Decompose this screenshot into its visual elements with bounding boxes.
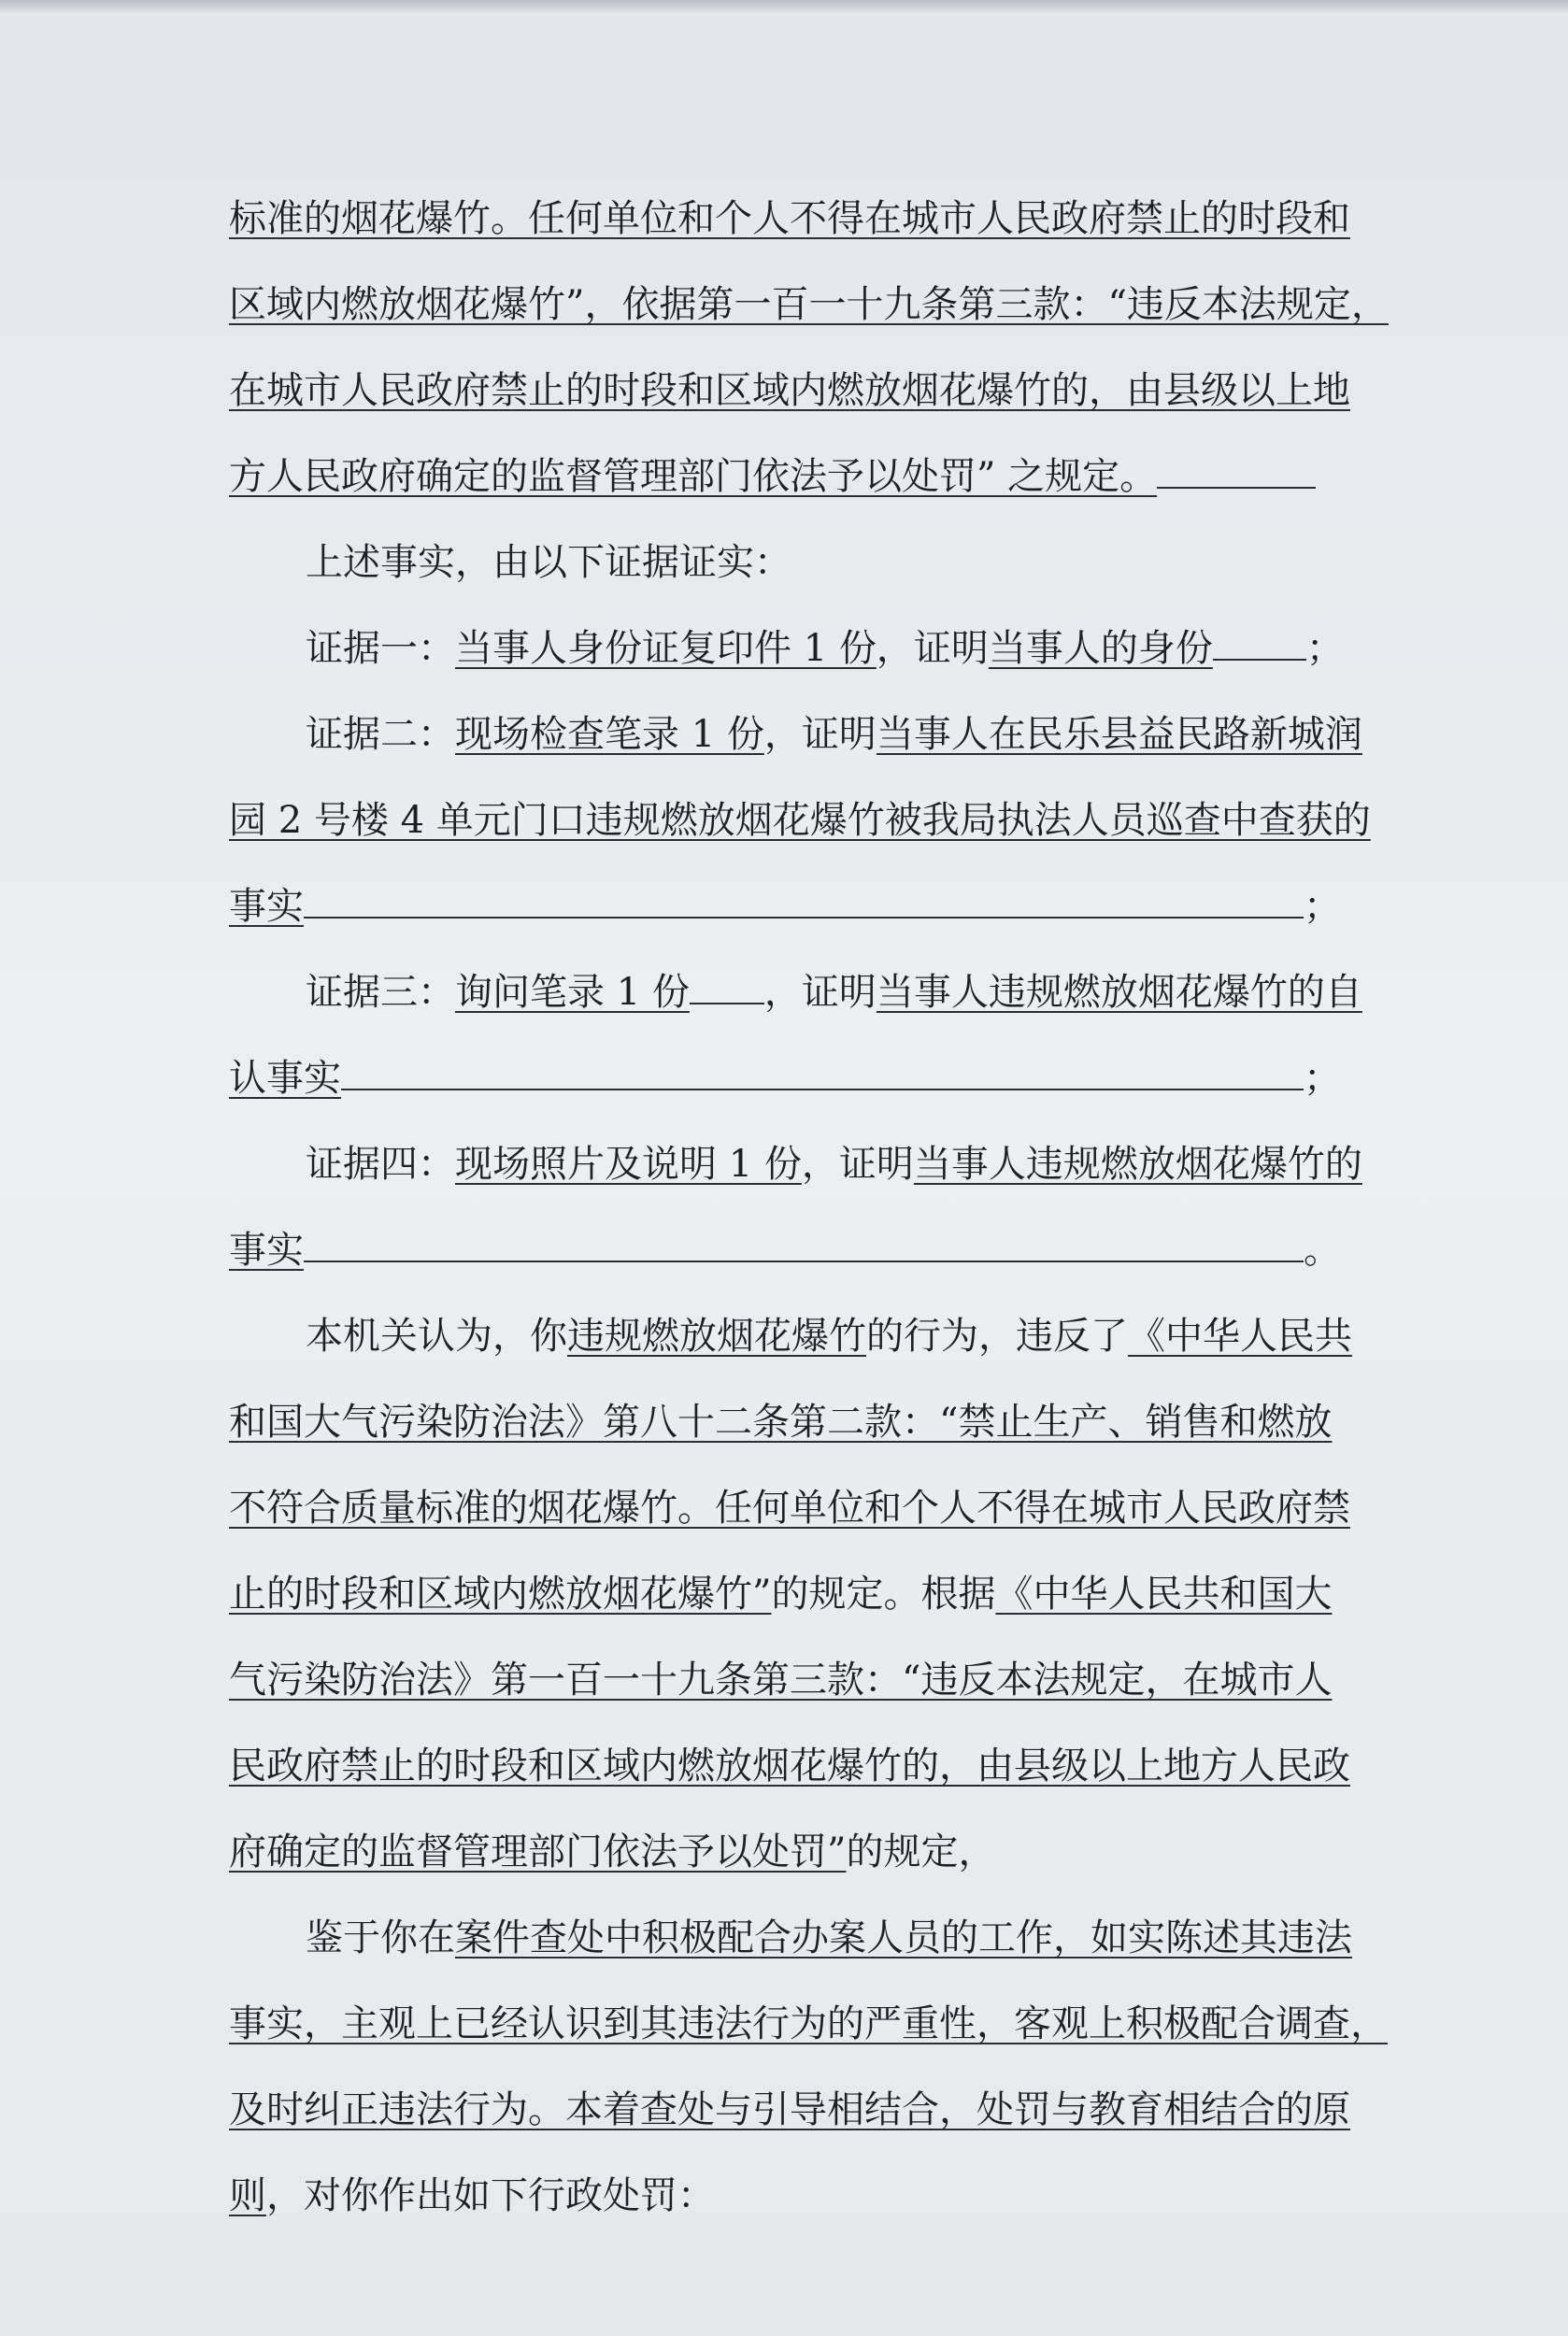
body-line (229, 449, 1341, 504)
evidence-four (229, 1137, 1362, 1191)
body-line (229, 1739, 1350, 1793)
body-line (229, 1309, 1352, 1363)
proves-label: ，证明 (763, 713, 877, 756)
body-line (229, 2083, 1350, 2137)
underlined-text: 气污染防治法》第一百一十九条第三款：“违反本法规定，在城市人 (229, 1659, 1333, 1702)
evidence-fact: 事实 (229, 885, 304, 928)
evidence-label: 证据三： (306, 971, 455, 1014)
blank-fill-line (690, 993, 764, 1004)
body-line (229, 2169, 1341, 2223)
evidence-three (229, 965, 1362, 1019)
punctuation: ； (1304, 1057, 1341, 1100)
body-line (229, 1997, 1388, 2051)
evidence-fact: 当事人违规燃放烟花爆竹的自 (876, 971, 1362, 1014)
underlined-text: 违规燃放烟花爆竹 (567, 1315, 866, 1358)
body-line (229, 1653, 1341, 1707)
evidence-two (229, 707, 1362, 762)
proves-label: ，证明 (801, 1143, 914, 1186)
body-line (229, 879, 1341, 933)
underlined-text: 在城市人民政府禁止的时段和区域内燃放烟花爆竹的，由县级以上地 (229, 369, 1350, 412)
evidence-intro: 上述事实，由以下证据证实： (306, 541, 791, 584)
body-line (229, 278, 1389, 332)
plain-text: 的规定， (846, 1830, 996, 1873)
underlined-text: 《中华人民共 (1128, 1315, 1352, 1358)
underlined-text: 《中华人民共和国大 (995, 1573, 1333, 1616)
evidence-fact: 事实 (229, 1229, 304, 1272)
blank-fill-line (304, 907, 1304, 919)
evidence-fact: 当事人在民乐县益民路新城润 (876, 713, 1362, 756)
body-line (229, 1567, 1341, 1621)
evidence-fact: 当事人的身份 (988, 627, 1213, 670)
page-edge-shadow (0, 0, 1568, 13)
proves-label: ，证明 (763, 971, 877, 1014)
underlined-text: 民政府禁止的时段和区域内燃放烟花爆竹的，由县级以上地方人民政 (229, 1745, 1350, 1788)
evidence-item: 现场检查笔录 1 份 (455, 713, 764, 756)
evidence-item: 询问笔录 1 份 (455, 971, 690, 1014)
plain-text: ，对你作出如下行政处罚： (266, 2174, 715, 2217)
evidence-label: 证据一： (306, 627, 455, 670)
body-line (229, 1911, 1352, 1965)
underlined-text: 事实，主观上已经认识到其违法行为的严重性，客观上积极配合调查， (229, 2002, 1388, 2045)
body-line (229, 1395, 1341, 1449)
underlined-text: 和国大气污染防治法》第八十二条第二款：“禁止生产、销售和燃放 (229, 1401, 1333, 1444)
blank-fill-line (1157, 477, 1316, 489)
evidence-fact: 园 2 号楼 4 单元门口违规燃放烟花爆竹被我局执法人员巡查中查获的 (229, 799, 1371, 842)
proves-label: ，证明 (876, 627, 989, 670)
evidence-item: 当事人身份证复印件 1 份 (455, 627, 877, 670)
underlined-text: 则 (229, 2174, 266, 2217)
punctuation: 。 (1304, 1229, 1341, 1272)
evidence-item: 现场照片及说明 1 份 (455, 1143, 802, 1186)
underlined-text: 府确定的监督管理部门依法予以处罚” (229, 1830, 847, 1873)
body-line (229, 1481, 1350, 1535)
underlined-text: 案件查处中积极配合办案人员的工作，如实陈述其违法 (455, 1916, 1352, 1959)
underlined-text: 及时纠正违法行为。本着查处与引导相结合，处罚与教育相结合的原 (229, 2088, 1350, 2131)
evidence-label: 证据二： (306, 713, 455, 756)
blank-fill-line (341, 1079, 1304, 1090)
body-line (229, 192, 1350, 246)
punctuation: ； (1304, 885, 1341, 928)
body-line (229, 1825, 1341, 1879)
underlined-text: 止的时段和区域内燃放烟花爆竹” (229, 1573, 772, 1616)
plain-text: 的规定。根据 (771, 1573, 996, 1616)
punctuation: ； (1305, 627, 1344, 670)
evidence-fact: 认事实 (229, 1057, 341, 1100)
evidence-label: 证据四： (306, 1143, 455, 1186)
underlined-text: 方人民政府确定的监督管理部门依法予以处罚” 之规定。 (229, 455, 1158, 498)
blank-fill-line (304, 1251, 1304, 1262)
underlined-text: 区域内燃放烟花爆竹”，依据第一百一十九条第三款：“违反本法规定， (229, 283, 1389, 326)
evidence-fact: 当事人违规燃放烟花爆竹的 (913, 1143, 1362, 1186)
plain-text: 鉴于你在 (306, 1916, 455, 1959)
underlined-text: 不符合质量标准的烟花爆竹。任何单位和个人不得在城市人民政府禁 (229, 1487, 1350, 1530)
blank-fill-line (1213, 649, 1306, 661)
document-body (229, 192, 1389, 2223)
plain-text: 本机关认为，你 (306, 1315, 567, 1358)
body-line (229, 1051, 1341, 1105)
body-line (229, 1223, 1341, 1277)
body-line (229, 793, 1371, 848)
body-line (229, 363, 1350, 418)
underlined-text: 标准的烟花爆竹。任何单位和个人不得在城市人民政府禁止的时段和 (229, 197, 1350, 240)
evidence-one (229, 621, 1344, 676)
plain-text: 的行为，违反了 (866, 1315, 1128, 1358)
